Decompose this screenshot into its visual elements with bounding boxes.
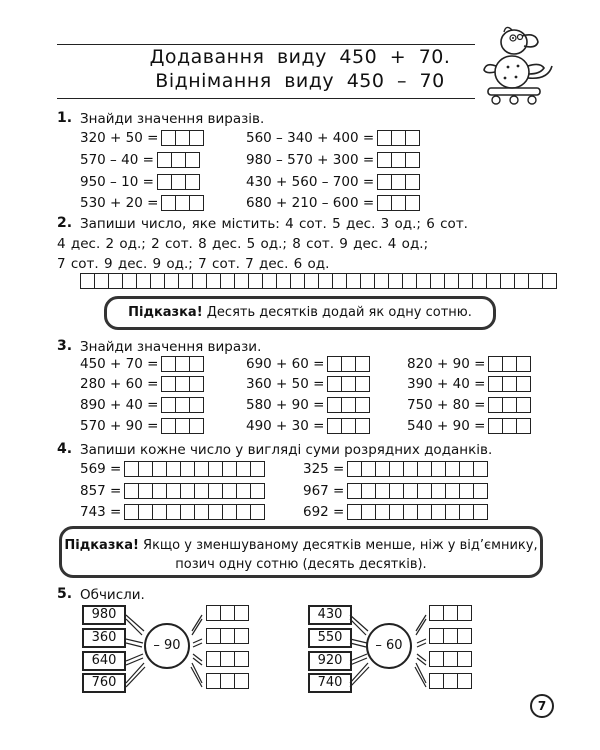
grid-cell: [403, 483, 418, 499]
grid-cell: [375, 461, 390, 477]
input-number-box: 430: [308, 605, 352, 625]
task3-row: 280 + 60 =: [80, 376, 203, 392]
grid-cell: [194, 504, 209, 520]
grid-cell: [250, 483, 265, 499]
page-title-line2: Віднімання виду 450 – 70: [155, 70, 445, 92]
grid-cell: [389, 461, 404, 477]
task5-prompt: Обчисли.: [80, 587, 145, 603]
task3-row: 750 + 80 =: [407, 397, 530, 413]
task3-row: 540 + 90 =: [407, 418, 530, 434]
task3-row: 690 + 60 =: [246, 356, 369, 372]
grid-cell: [236, 483, 251, 499]
grid-cell: [431, 461, 446, 477]
grid-cell: [192, 273, 207, 289]
grid-cell: [276, 273, 291, 289]
grid-cell: [417, 504, 432, 520]
page-number: 7: [530, 694, 554, 718]
grid-cell: [361, 483, 376, 499]
task1-right-row: 680 + 210 – 600 =: [246, 195, 419, 211]
answer-cells: [426, 651, 471, 671]
task4-row: 569 =: [80, 461, 264, 477]
task4-number: 4.: [57, 441, 73, 457]
grid-cell: [472, 273, 487, 289]
grid-cell: [374, 273, 389, 289]
grid-cell: [459, 483, 474, 499]
input-number-box: 980: [82, 605, 126, 625]
grid-cell: [136, 273, 151, 289]
operation-circle: – 60: [366, 623, 412, 669]
task3-number: 3.: [57, 338, 73, 354]
task1-left-row: 530 + 20 =: [80, 195, 203, 211]
grid-cell: [444, 273, 459, 289]
grid-cell: [262, 273, 277, 289]
grid-cell: [152, 483, 167, 499]
task1-left-row: 570 – 40 =: [80, 152, 199, 168]
input-number-box: 640: [82, 651, 126, 671]
grid-cell: [180, 483, 195, 499]
grid-cell: [124, 461, 139, 477]
grid-cell: [124, 483, 139, 499]
grid-cell: [403, 504, 418, 520]
task1-right-row: 560 – 340 + 400 =: [246, 130, 419, 146]
task4-row: 743 =: [80, 504, 264, 520]
grid-cell: [194, 483, 209, 499]
grid-cell: [473, 504, 488, 520]
grid-cell: [138, 483, 153, 499]
hint-box-1: [104, 296, 496, 330]
grid-cell: [152, 461, 167, 477]
grid-cell: [166, 483, 181, 499]
grid-cell: [388, 273, 403, 289]
grid-cell: [361, 504, 376, 520]
grid-cell: [542, 273, 557, 289]
hint-label: Підказка!: [64, 538, 139, 553]
task3-row: 450 + 70 =: [80, 356, 203, 372]
answer-cells: [203, 651, 248, 671]
task2-line1: Запиши число, яке містить: 4 сот. 5 дес. 3 од.; 6 сот.: [80, 216, 468, 232]
task1-right-row: 430 + 560 – 700 =: [246, 174, 419, 190]
grid-cell: [222, 483, 237, 499]
grid-cell: [290, 273, 305, 289]
answer-cells: [203, 605, 248, 625]
grid-cell: [500, 273, 515, 289]
grid-cell: [180, 504, 195, 520]
answer-cells: [426, 628, 471, 648]
hint-text-line2: позич одну сотню (десять десятків).: [175, 557, 427, 572]
grid-cell: [458, 273, 473, 289]
answer-cells: [426, 605, 471, 625]
task3-row: 820 + 90 =: [407, 356, 530, 372]
hint-box-2: [59, 526, 543, 578]
grid-cell: [250, 461, 265, 477]
task2-line3: 7 сот. 9 дес. 9 од.; 7 сот. 7 дес. 6 од.: [57, 256, 330, 272]
grid-cell: [389, 483, 404, 499]
task3-prompt: Знайди значення вирази.: [80, 339, 262, 355]
task1-right-row: 980 – 570 + 300 =: [246, 152, 419, 168]
task4-row: 967 =: [303, 483, 487, 499]
grid-cell: [108, 273, 123, 289]
operation-circle: – 90: [144, 623, 190, 669]
grid-cell: [122, 273, 137, 289]
grid-cell: [486, 273, 501, 289]
grid-cell: [222, 461, 237, 477]
task2-line2: 4 дес. 2 од.; 2 сот. 8 дес. 5 од.; 8 сот. 9 дес. 4 од.;: [57, 236, 429, 252]
task3-row: 890 + 40 =: [80, 397, 203, 413]
task5-number: 5.: [57, 586, 73, 602]
connector-lines-left: [124, 605, 204, 695]
input-number-box: 360: [82, 628, 126, 648]
grid-cell: [208, 483, 223, 499]
grid-cell: [347, 504, 362, 520]
task4-row: 325 =: [303, 461, 487, 477]
header-rule-bottom: [57, 98, 475, 99]
grid-cell: [403, 461, 418, 477]
grid-cell: [164, 273, 179, 289]
answer-cells: [203, 673, 248, 693]
mascot-illustration: [478, 22, 558, 106]
grid-cell: [375, 504, 390, 520]
grid-cell: [138, 461, 153, 477]
grid-cell: [166, 504, 181, 520]
header-rule-top: [57, 44, 475, 45]
grid-cell: [194, 461, 209, 477]
grid-cell: [402, 273, 417, 289]
task2-number: 2.: [57, 215, 73, 231]
task4-row: 857 =: [80, 483, 264, 499]
grid-cell: [180, 461, 195, 477]
hint-text-line1: Якщо у зменшуваному десятків менше, ніж у від’ємнику,: [138, 538, 538, 553]
task3-row: 580 + 90 =: [246, 397, 369, 413]
grid-cell: [528, 273, 543, 289]
input-number-box: 740: [308, 673, 352, 693]
grid-cell: [361, 461, 376, 477]
grid-cell: [431, 483, 446, 499]
answer-cells: [203, 628, 248, 648]
grid-cell: [417, 461, 432, 477]
grid-cell: [318, 273, 333, 289]
grid-cell: [234, 273, 249, 289]
grid-cell: [124, 504, 139, 520]
grid-cell: [94, 273, 109, 289]
grid-cell: [250, 504, 265, 520]
grid-cell: [459, 504, 474, 520]
grid-cell: [347, 461, 362, 477]
task4-row: 692 =: [303, 504, 487, 520]
grid-cell: [206, 273, 221, 289]
grid-cell: [445, 504, 460, 520]
grid-cell: [417, 483, 432, 499]
grid-cell: [430, 273, 445, 289]
grid-cell: [236, 461, 251, 477]
page-title-line1: Додавання виду 450 + 70.: [149, 46, 451, 68]
grid-cell: [220, 273, 235, 289]
grid-cell: [514, 273, 529, 289]
hint-label: Підказка!: [128, 305, 203, 320]
task1-left-row: 320 + 50 =: [80, 130, 203, 146]
grid-cell: [304, 273, 319, 289]
grid-cell: [248, 273, 263, 289]
grid-cell: [445, 483, 460, 499]
grid-cell: [375, 483, 390, 499]
grid-cell: [389, 504, 404, 520]
task1-left-row: 950 – 10 =: [80, 174, 199, 190]
grid-cell: [332, 273, 347, 289]
task3-row: 360 + 50 =: [246, 376, 369, 392]
grid-cell: [431, 504, 446, 520]
grid-cell: [360, 273, 375, 289]
task3-row: 570 + 90 =: [80, 418, 203, 434]
grid-cell: [346, 273, 361, 289]
grid-cell: [445, 461, 460, 477]
grid-cell: [416, 273, 431, 289]
grid-cell: [152, 504, 167, 520]
task3-row: 390 + 40 =: [407, 376, 530, 392]
task2-answer-grid: [80, 273, 556, 289]
grid-cell: [473, 483, 488, 499]
grid-cell: [208, 504, 223, 520]
grid-cell: [178, 273, 193, 289]
grid-cell: [459, 461, 474, 477]
hint-text: Десять десятків додай як одну сотню.: [202, 305, 472, 320]
grid-cell: [166, 461, 181, 477]
grid-cell: [473, 461, 488, 477]
task3-row: 490 + 30 =: [246, 418, 369, 434]
grid-cell: [236, 504, 251, 520]
input-number-box: 920: [308, 651, 352, 671]
grid-cell: [150, 273, 165, 289]
answer-cells: [426, 673, 471, 693]
grid-cell: [347, 483, 362, 499]
task1-prompt: Знайди значення виразів.: [80, 111, 265, 127]
task4-prompt: Запиши кожне число у вигляді суми розрядних доданків.: [80, 442, 493, 458]
connector-lines-right: [348, 605, 428, 695]
input-number-box: 760: [82, 673, 126, 693]
grid-cell: [208, 461, 223, 477]
grid-cell: [80, 273, 95, 289]
grid-cell: [138, 504, 153, 520]
grid-cell: [222, 504, 237, 520]
task1-number: 1.: [57, 110, 73, 126]
input-number-box: 550: [308, 628, 352, 648]
